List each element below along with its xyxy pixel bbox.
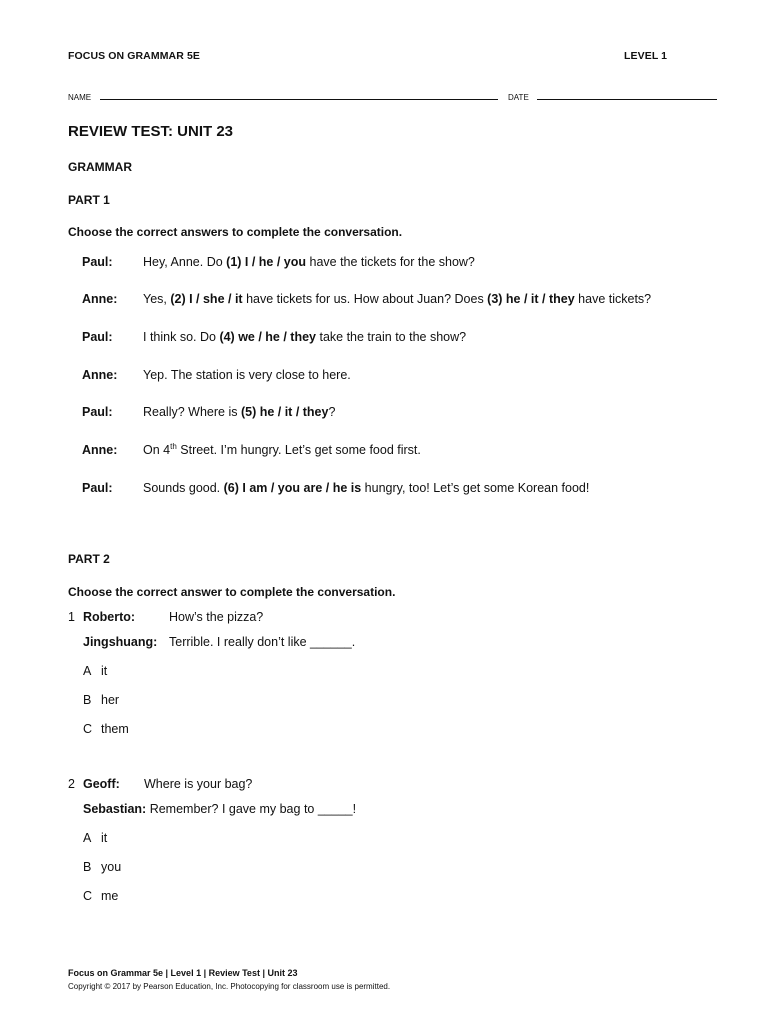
answer-choice[interactable]: (2) I / she / it (170, 292, 243, 306)
speaker-name: Paul: (82, 330, 113, 344)
speaker-name: Geoff: (83, 777, 120, 791)
line-text: take the train to the show? (316, 330, 467, 344)
option-text: you (101, 860, 122, 874)
speaker-name: Roberto: (83, 610, 136, 624)
part2-heading: PART 2 (68, 552, 110, 566)
conversation-line (82, 405, 335, 419)
option-letter: B (83, 860, 92, 874)
conversation-line (82, 481, 589, 495)
line-text: Sounds good. (143, 481, 224, 495)
level-label: LEVEL 1 (624, 50, 668, 62)
ordinal-suffix: th (170, 441, 177, 451)
name-field-line[interactable] (100, 90, 498, 100)
answer-option[interactable] (83, 664, 107, 678)
name-date-row (68, 87, 717, 105)
line-text: Hey, Anne. Do (143, 255, 227, 269)
part1-heading: PART 1 (68, 193, 110, 207)
conversation-line (82, 255, 475, 269)
answer-choice[interactable]: (3) he / it / they (487, 292, 575, 306)
speaker-name: Anne: (82, 292, 118, 306)
line-text: have the tickets for the show? (306, 255, 475, 269)
option-letter: B (83, 693, 92, 707)
footer-copyright: Copyright © 2017 by Pearson Education, Inc. Photocopying for classroom use is permitted. (68, 982, 391, 991)
date-label: DATE (508, 93, 529, 102)
speaker-name: Anne: (82, 368, 118, 382)
line-text: Really? Where is (143, 405, 241, 419)
line-text: Street. I’m hungry. Let’s get some food first. (176, 443, 421, 457)
dialogue-row (83, 802, 356, 816)
part2-instruction: Choose the correct answer to complete the conversation. (68, 585, 396, 599)
question-number: 1 (68, 610, 75, 624)
conversation-line (82, 443, 421, 457)
line-text: ? (328, 405, 336, 419)
option-letter: A (83, 831, 92, 845)
book-title: FOCUS ON GRAMMAR 5E (68, 50, 200, 62)
date-field-line[interactable] (537, 90, 717, 100)
conversation-line (82, 292, 651, 306)
line-text: Yep. The station is very close to here. (143, 368, 351, 382)
line-text: have tickets? (574, 292, 652, 306)
speaker-name: Sebastian: (83, 802, 147, 816)
option-letter: A (83, 664, 92, 678)
line-text: have tickets for us. How about Juan? Does (242, 292, 488, 306)
conversation-line (82, 330, 466, 344)
dialogue-line: Where is your bag? (144, 777, 253, 791)
option-letter: C (83, 722, 93, 736)
footer-title: Focus on Grammar 5e | Level 1 | Review Test | Unit 23 (68, 968, 298, 978)
answer-choice[interactable]: (5) he / it / they (240, 405, 329, 419)
speaker-name: Paul: (82, 481, 113, 495)
dialogue-line: How’s the pizza? (169, 610, 264, 624)
answer-option[interactable] (83, 693, 119, 707)
answer-option[interactable] (83, 831, 107, 845)
option-text: me (101, 889, 119, 903)
option-text: it (101, 664, 108, 678)
answer-option[interactable] (83, 889, 118, 903)
line-text: I think so. Do (143, 330, 220, 344)
speaker-name: Paul: (82, 255, 113, 269)
answer-choice[interactable]: (1) I / he / you (226, 255, 307, 269)
line-text: Yes, (143, 292, 171, 306)
answer-option[interactable] (83, 722, 129, 736)
option-text: her (101, 693, 120, 707)
name-label: NAME (68, 93, 92, 102)
conversation-line (82, 368, 351, 382)
test-title: REVIEW TEST: UNIT 23 (68, 123, 234, 140)
line-text: hungry, too! Let’s get some Korean food! (361, 481, 590, 495)
answer-option[interactable] (83, 860, 121, 874)
dialogue-line: Remember? I gave my bag to _____! (149, 802, 357, 816)
line-text: On 4 (143, 443, 171, 457)
option-text: it (101, 831, 108, 845)
option-letter: C (83, 889, 93, 903)
grammar-heading: GRAMMAR (68, 160, 132, 174)
speaker-name: Anne: (82, 443, 118, 457)
dialogue-line: Terrible. I really don’t like ______. (169, 635, 356, 649)
answer-choice[interactable]: (6) I am / you are / he is (223, 481, 362, 495)
question-number: 2 (68, 777, 75, 791)
answer-choice[interactable]: (4) we / he / they (219, 330, 316, 344)
speaker-name: Jingshuang: (83, 635, 158, 649)
part1-instruction: Choose the correct answers to complete the conversation. (68, 225, 403, 239)
speaker-name: Paul: (82, 405, 113, 419)
option-text: them (101, 722, 129, 736)
